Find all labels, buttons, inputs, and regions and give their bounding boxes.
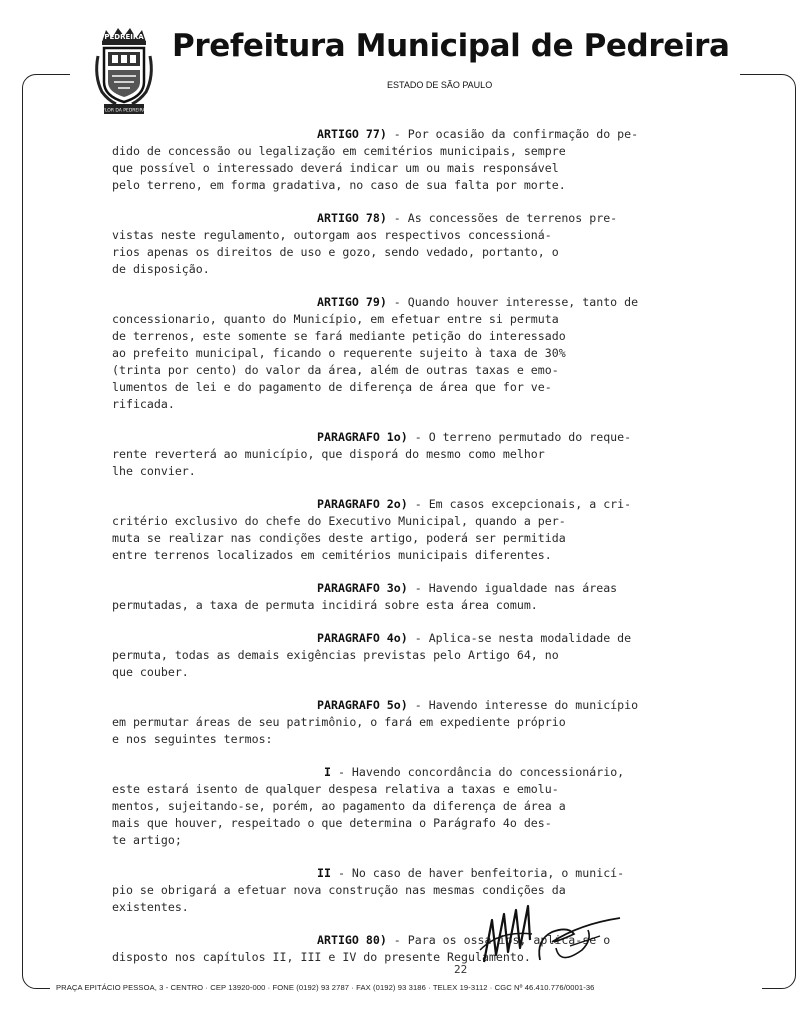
- text-line: de terrenos, este somente se fará mediante petição do interessado: [112, 329, 566, 343]
- text-line: que couber.: [112, 665, 189, 679]
- article-heading: PARAGRAFO 3o): [317, 581, 408, 595]
- page-number: 22: [454, 963, 468, 976]
- text-line: permuta, todas as demais exigências previstas pelo Artigo 64, no: [112, 648, 559, 662]
- paragraph: [112, 697, 754, 748]
- paragraph: [112, 496, 754, 564]
- text-line: concessionario, quanto do Município, em efetuar entre si permuta: [112, 312, 559, 326]
- paragraph: [112, 429, 754, 480]
- text-line: este estará isento de qualquer despesa relativa a taxas e emolu-: [112, 782, 559, 796]
- text-line: rios apenas os direitos de uso e gozo, sendo vedado, portanto, o: [112, 245, 559, 259]
- text-line: II - No caso de haver benfeitoria, o municí-: [317, 866, 625, 880]
- text-line: vistas neste regulamento, outorgam aos respectivos concessioná-: [112, 228, 552, 242]
- paragraph: [112, 630, 754, 681]
- text-line: critério exclusivo do chefe do Executivo Municipal, quando a per-: [112, 514, 566, 528]
- crest-text-bottom: FLOR DA PEDREIRA: [102, 108, 146, 114]
- coat-of-arms-icon: [92, 26, 156, 118]
- text-line: rificada.: [112, 397, 175, 411]
- text-line: ARTIGO 80) - Para os ossarios, aplica-se o: [317, 933, 611, 947]
- page-title: Prefeitura Municipal de Pedreira: [172, 28, 730, 64]
- text-line: ARTIGO 78) - As concessões de terrenos pre-: [317, 211, 618, 225]
- text-line: rente reverterá ao município, que disporá do mesmo como melhor: [112, 447, 545, 461]
- article-heading: I: [324, 765, 338, 779]
- paragraph: [112, 932, 754, 966]
- text-line: te artigo;: [112, 833, 182, 847]
- footer-address: PRAÇA EPITÁCIO PESSOA, 3 - CENTRO · CEP 13920-000 · FONE (0192) 93 2787 · FAX (0192) 93 3186 · TELEX 19-3112 · CGC Nº 46.410.776/0001-36: [56, 983, 595, 992]
- article-heading: PARAGRAFO 2o): [317, 497, 408, 511]
- paragraph: [112, 865, 754, 916]
- text-line: mais que houver, respeitado o que determina o Parágrafo 4o des-: [112, 816, 552, 830]
- article-heading: PARAGRAFO 4o): [317, 631, 408, 645]
- text-line: ARTIGO 77) - Por ocasião da confirmação do pe-: [317, 127, 639, 141]
- text-line: lhe convier.: [112, 464, 196, 478]
- article-heading: II: [317, 866, 338, 880]
- text-line: pio se obrigará a efetuar nova construção nas mesmas condições da: [112, 883, 566, 897]
- text-line: PARAGRAFO 4o) - Aplica-se nesta modalidade de: [317, 631, 632, 645]
- paragraph: [112, 210, 754, 278]
- paragraph: [112, 580, 754, 614]
- article-heading: ARTIGO 77): [317, 127, 387, 141]
- text-line: ao prefeito municipal, ficando o requerente sujeito à taxa de 30%: [112, 346, 566, 360]
- paragraph: [112, 764, 754, 849]
- document-body: [112, 126, 754, 982]
- text-line: mentos, sujeitando-se, porém, ao pagamento da diferença de área a: [112, 799, 566, 813]
- text-line: em permutar áreas de seu patrimônio, o fará em expediente próprio: [112, 715, 566, 729]
- text-line: (trinta por cento) do valor da área, além de outras taxas e emo-: [112, 363, 559, 377]
- text-line: dido de concessão ou legalização em cemitérios municipais, sempre: [112, 144, 566, 158]
- paragraph: [112, 126, 754, 194]
- page-subtitle: ESTADO DE SÃO PAULO: [387, 80, 493, 90]
- text-line: permutadas, a taxa de permuta incidirá sobre esta área comum.: [112, 598, 538, 612]
- text-line: disposto nos capítulos II, III e IV do presente Regulamento.: [112, 950, 531, 964]
- article-heading: ARTIGO 80): [317, 933, 387, 947]
- text-line: e nos seguintes termos:: [112, 732, 273, 746]
- text-line: existentes.: [112, 900, 189, 914]
- text-line: pelo terreno, em forma gradativa, no caso de sua falta por morte.: [112, 178, 566, 192]
- article-heading: PARAGRAFO 1o): [317, 430, 408, 444]
- article-heading: ARTIGO 78): [317, 211, 387, 225]
- article-heading: PARAGRAFO 5o): [317, 698, 408, 712]
- crest-text-top: PEDREIRA: [104, 33, 144, 41]
- paragraph: [112, 294, 754, 413]
- text-line: ARTIGO 79) - Quando houver interesse, tanto de: [317, 295, 639, 309]
- text-line: I - Havendo concordância do concessionário,: [324, 765, 625, 779]
- text-line: lumentos de lei e do pagamento de diferença de área que for ve-: [112, 380, 552, 394]
- text-line: PARAGRAFO 1o) - O terreno permutado do reque-: [317, 430, 632, 444]
- text-line: PARAGRAFO 5o) - Havendo interesse do município: [317, 698, 639, 712]
- text-line: de disposição.: [112, 262, 210, 276]
- text-line: PARAGRAFO 2o) - Em casos excepcionais, a cri-: [317, 497, 632, 511]
- text-line: entre terrenos localizados em cemitérios municipais diferentes.: [112, 548, 552, 562]
- article-heading: ARTIGO 79): [317, 295, 387, 309]
- text-line: muta se realizar nas condições deste artigo, poderá ser permitida: [112, 531, 566, 545]
- handwritten-signature: [470, 900, 640, 975]
- text-line: que possível o interessado deverá indicar um ou mais responsável: [112, 161, 559, 175]
- text-line: PARAGRAFO 3o) - Havendo igualdade nas áreas: [317, 581, 618, 595]
